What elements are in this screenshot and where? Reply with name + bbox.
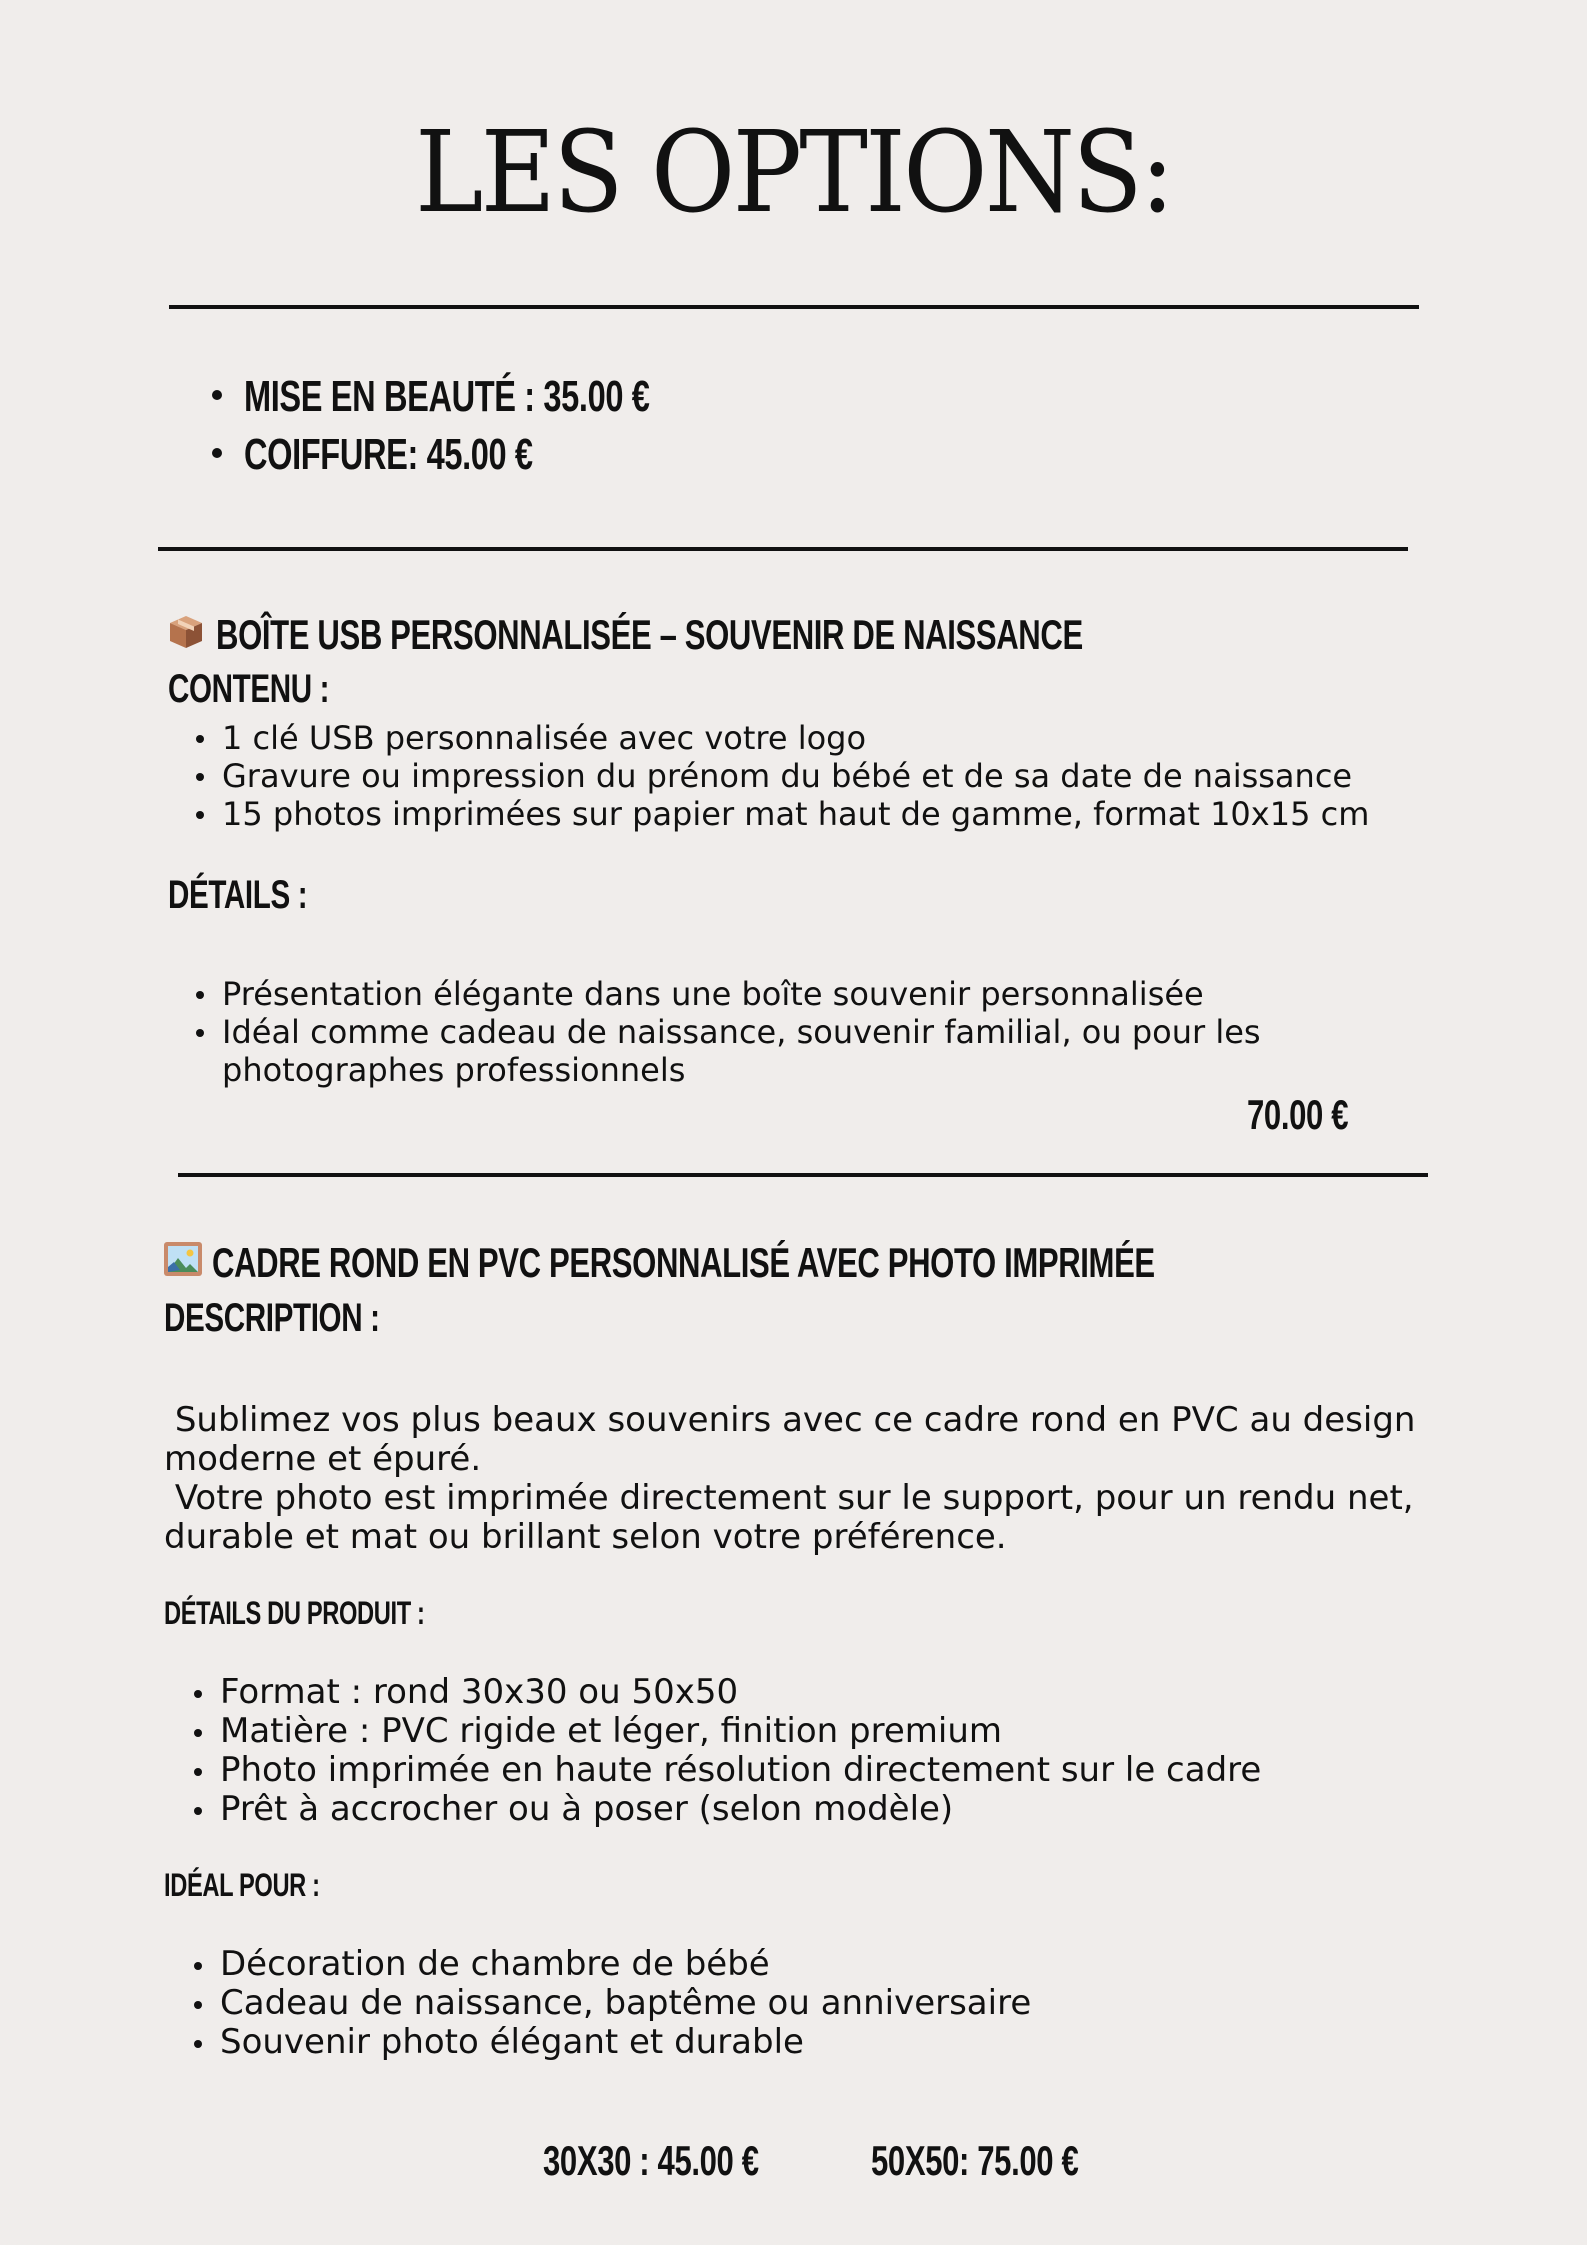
frame-price-30: 30X30 : 45.00 € bbox=[543, 2137, 759, 2184]
usb-contenu-label: CONTENU : bbox=[168, 667, 330, 711]
usb-price: 70.00 € bbox=[1247, 1091, 1349, 1138]
list-item: Idéal comme cadeau de naissance, souvenir familial, ou pour les photographes professionnels bbox=[196, 1013, 1266, 1089]
frame-ideal-label: IDÉAL POUR : bbox=[164, 1867, 320, 1903]
list-item: 1 clé USB personnalisée avec votre logo bbox=[196, 719, 1446, 757]
page-title: LES OPTIONS: bbox=[414, 108, 1173, 238]
usb-details-label: DÉTAILS : bbox=[168, 873, 308, 917]
list-item: Présentation élégante dans une boîte souvenir personnalisée bbox=[196, 975, 1266, 1013]
list-item: Cadeau de naissance, baptême ou anniversaire bbox=[194, 1984, 1444, 2023]
list-item bbox=[212, 426, 792, 484]
list-item: Format : rond 30x30 ou 50x50 bbox=[194, 1673, 1444, 1712]
frame-description-label: DESCRIPTION : bbox=[164, 1296, 380, 1340]
usb-details-list bbox=[196, 975, 1266, 1089]
package-icon bbox=[168, 614, 204, 650]
divider bbox=[178, 1173, 1428, 1177]
frame-price-50: 50X50: 75.00 € bbox=[871, 2137, 1079, 2184]
bullet-icon bbox=[212, 390, 222, 400]
options-list bbox=[212, 368, 792, 484]
usb-contenu-list bbox=[196, 719, 1446, 833]
list-item: Décoration de chambre de bébé bbox=[194, 1945, 1444, 1984]
framed-picture-icon bbox=[164, 1242, 200, 1278]
list-item: Photo imprimée en haute résolution directement sur le cadre bbox=[194, 1751, 1444, 1790]
frame-title: CADRE ROND EN PVC PERSONNALISÉ AVEC PHOTO IMPRIMÉE bbox=[212, 1239, 1155, 1286]
list-item: Souvenir photo élégant et durable bbox=[194, 2023, 1444, 2062]
frame-title-row bbox=[164, 1238, 1486, 1288]
list-item: Prêt à accrocher ou à poser (selon modèle) bbox=[194, 1790, 1444, 1829]
option-makeup: MISE EN BEAUTÉ : 35.00 € bbox=[244, 372, 650, 421]
list-item: 15 photos imprimées sur papier mat haut de gamme, format 10x15 cm bbox=[196, 795, 1446, 833]
list-item bbox=[212, 368, 792, 426]
usb-box-title-row bbox=[168, 610, 1387, 660]
divider bbox=[169, 305, 1419, 309]
list-item: Gravure ou impression du prénom du bébé et de sa date de naissance bbox=[196, 757, 1446, 795]
bullet-icon bbox=[212, 448, 222, 458]
frame-description bbox=[164, 1401, 1434, 1557]
description-paragraph: Sublimez vos plus beaux souvenirs avec ce cadre rond en PVC au design moderne et épuré. bbox=[164, 1400, 1427, 1479]
divider bbox=[158, 547, 1408, 551]
frame-ideal-list bbox=[194, 1945, 1444, 2062]
description-paragraph: Votre photo est imprimée directement sur le support, pour un rendu net, durable et mat ou brillant selon votre préférence. bbox=[164, 1478, 1425, 1557]
usb-box-title: BOÎTE USB PERSONNALISÉE – SOUVENIR DE NAISSANCE bbox=[216, 611, 1083, 658]
list-item: Matière : PVC rigide et léger, finition premium bbox=[194, 1712, 1444, 1751]
option-hair: COIFFURE: 45.00 € bbox=[244, 430, 533, 479]
frame-details-list bbox=[194, 1673, 1444, 1829]
frame-details-label: DÉTAILS DU PRODUIT : bbox=[164, 1595, 425, 1631]
